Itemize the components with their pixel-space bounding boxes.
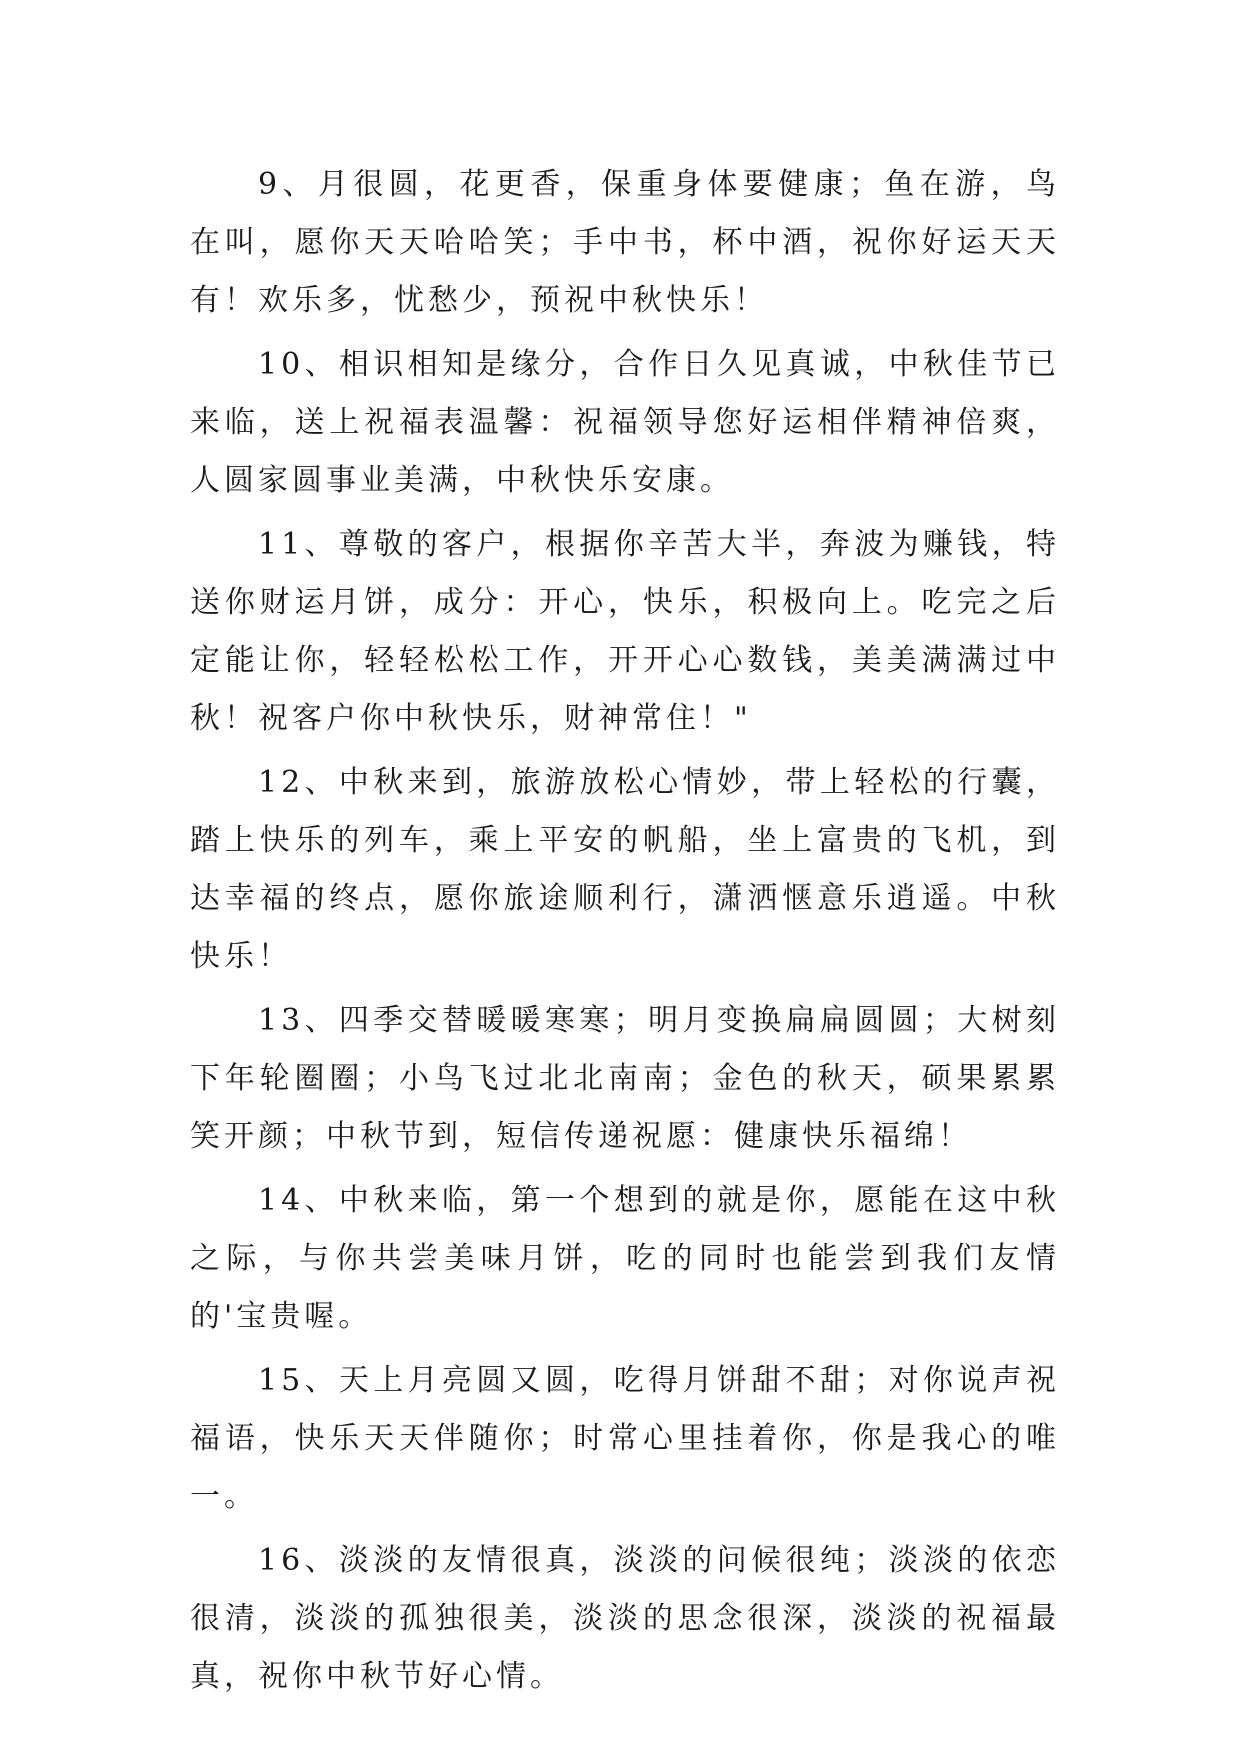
paragraph-16: 16、淡淡的友情很真，淡淡的问候很纯；淡淡的依恋很清，淡淡的孤独很美，淡淡的思念很深，淡淡的祝福最真，祝你中秋节好心情。 — [190, 1543, 1060, 1694]
paragraph-13: 13、四季交替暖暖寒寒；明月变换扁扁圆圆；大树刻下年轮圈圈；小鸟飞过北北南南；金色的秋天，硕果累累笑开颜；中秋节到，短信传递祝愿：健康快乐福绵！ — [190, 1003, 1060, 1154]
document-body — [190, 156, 1060, 1712]
paragraph-12: 12、中秋来到，旅游放松心情妙，带上轻松的行囊，踏上快乐的列车，乘上平安的帆船，坐上富贵的飞机，到达幸福的终点，愿你旅途顺利行，潇洒惬意乐逍遥。中秋快乐！ — [190, 765, 1060, 974]
paragraph-11: 11、尊敬的客户，根据你辛苦大半，奔波为赚钱，特送你财运月饼，成分：开心，快乐，积极向上。吃完之后定能让你，轻轻松松工作，开开心心数钱，美美满满过中秋！祝客户你中秋快乐，财神常住！" — [190, 527, 1060, 736]
paragraph-9: 9、月很圆，花更香，保重身体要健康；鱼在游，鸟在叫，愿你天天哈哈笑；手中书，杯中酒，祝你好运天天有！欢乐多，忧愁少，预祝中秋快乐！ — [190, 167, 1060, 318]
paragraph-10: 10、相识相知是缘分，合作日久见真诚，中秋佳节已来临，送上祝福表温馨：祝福领导您好运相伴精神倍爽，人圆家圆事业美满，中秋快乐安康。 — [190, 347, 1060, 498]
paragraph-14: 14、中秋来临，第一个想到的就是你，愿能在这中秋之际，与你共尝美味月饼，吃的同时也能尝到我们友情的'宝贵喔。 — [190, 1183, 1060, 1334]
paragraph-15: 15、天上月亮圆又圆，吃得月饼甜不甜；对你说声祝福语，快乐天天伴随你；时常心里挂着你，你是我心的唯一。 — [190, 1363, 1060, 1514]
